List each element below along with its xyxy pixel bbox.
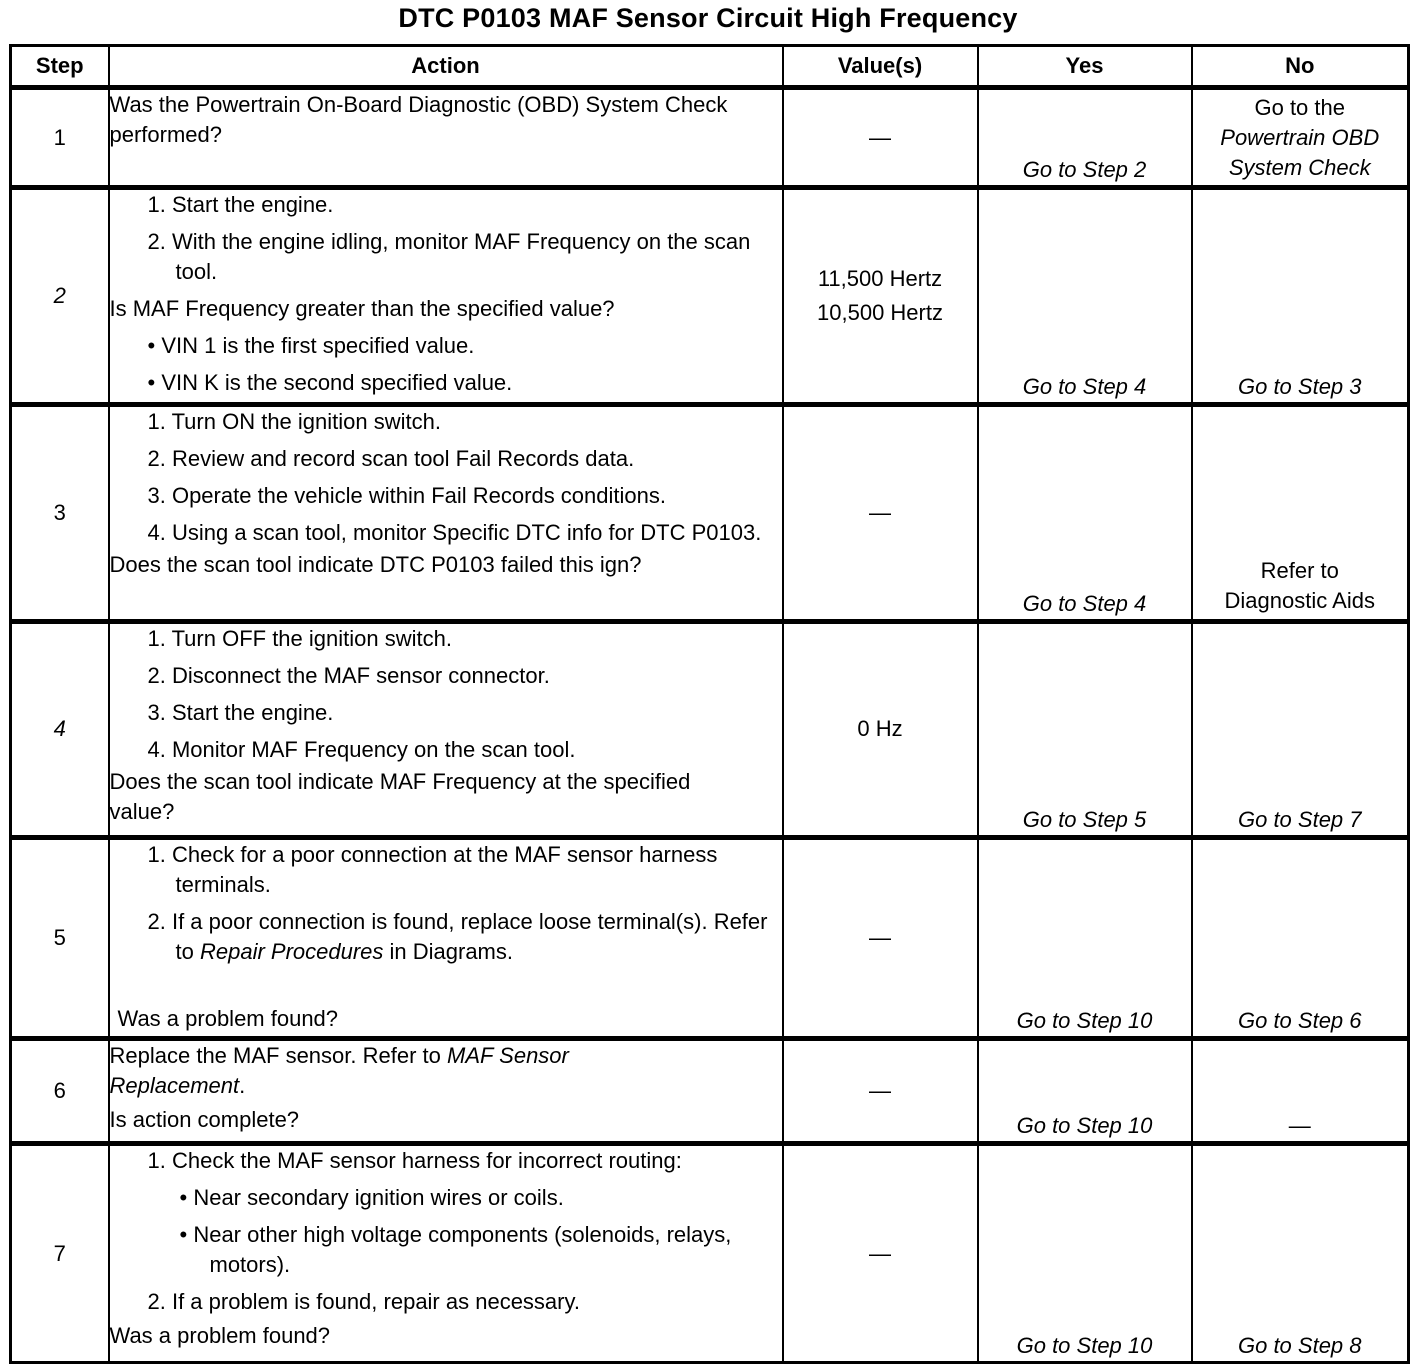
action-item-text: in Diagrams.	[383, 939, 513, 965]
action-item: 1. Check for a poor connection at the MAF sensor harness terminals.	[147, 842, 718, 898]
action-bullet: • VIN 1 is the first specified value.	[147, 333, 475, 359]
action-cell	[109, 404, 783, 621]
yes-cell: Go to Step 5	[978, 621, 1192, 838]
col-header-step: Step	[11, 46, 109, 88]
no-cell: Go to Step 3	[1192, 188, 1409, 405]
action-bullet: • Near secondary ignition wires or coils.	[179, 1185, 564, 1211]
action-cell	[109, 621, 783, 838]
col-header-values: Value(s)	[783, 46, 978, 88]
action-question: Was a problem found?	[117, 1005, 339, 1031]
table-row	[11, 838, 1409, 1039]
action-cell	[109, 838, 783, 1039]
action-text-part: Replace the MAF sensor. Refer to	[109, 1042, 447, 1068]
action-question: Does the scan tool indicate MAF Frequency at the specified value?	[109, 768, 691, 824]
yes-cell: Go to Step 2	[978, 88, 1192, 188]
action-item-text: 2. If a poor connection is found, replace loose terminal(s). Refer to	[147, 909, 768, 965]
no-cell: Go to Step 6	[1192, 838, 1409, 1039]
action-text-part: .	[239, 1072, 246, 1098]
value-cell: —	[783, 88, 978, 188]
action-item: 3. Operate the vehicle within Fail Records conditions.	[147, 482, 666, 508]
no-prefix: Go to the	[1254, 95, 1345, 120]
table-row	[11, 188, 1409, 405]
action-cell	[109, 1038, 783, 1143]
action-item: 2. With the engine idling, monitor MAF Frequency on the scan tool.	[147, 229, 751, 285]
action-question: Is MAF Frequency greater than the specified value?	[109, 296, 615, 322]
action-item: 2. If a problem is found, repair as necessary.	[147, 1289, 580, 1315]
yes-cell: Go to Step 4	[978, 404, 1192, 621]
action-item: 4. Monitor MAF Frequency on the scan tool.	[147, 736, 576, 762]
no-link-obd-check[interactable]: Powertrain OBD System Check	[1220, 125, 1380, 180]
action-item: 1. Turn ON the ignition switch.	[147, 408, 441, 434]
page-title: DTC P0103 MAF Sensor Circuit High Frequency	[398, 3, 1018, 33]
no-cell: Go to Step 8	[1192, 1144, 1409, 1363]
action-bullet: • VIN K is the second specified value.	[147, 370, 513, 396]
col-header-action: Action	[109, 46, 783, 88]
action-item: 2. Review and record scan tool Fail Records data.	[147, 445, 635, 471]
action-bullet: • Near other high voltage components (solenoids, relays, motors).	[179, 1222, 732, 1278]
step-number: 3	[11, 404, 109, 621]
yes-cell: Go to Step 10	[978, 838, 1192, 1039]
value-cell	[783, 188, 978, 405]
step-number: 5	[11, 838, 109, 1039]
action-item	[148, 907, 782, 967]
value-cell: —	[783, 838, 978, 1039]
step-number: 6	[11, 1038, 109, 1143]
step-number: 7	[11, 1144, 109, 1363]
action-item: 3. Start the engine.	[147, 699, 334, 725]
table-row	[11, 404, 1409, 621]
table-row	[11, 621, 1409, 838]
diagnostic-table	[9, 44, 1410, 1364]
header-row	[11, 46, 1409, 88]
no-cell: —	[1192, 1038, 1409, 1143]
table-row	[11, 1144, 1409, 1363]
table-row	[11, 88, 1409, 188]
action-cell	[109, 1144, 783, 1363]
value-cell: 0 Hz	[783, 621, 978, 838]
yes-cell: Go to Step 4	[978, 188, 1192, 405]
yes-cell: Go to Step 10	[978, 1144, 1192, 1363]
no-cell: Go to Step 7	[1192, 621, 1409, 838]
table-row	[11, 1038, 1409, 1143]
repair-procedures-link[interactable]: Repair Procedures	[199, 939, 384, 965]
action-item: 1. Check the MAF sensor harness for incorrect routing:	[147, 1148, 682, 1174]
action-cell	[109, 188, 783, 405]
col-header-yes: Yes	[978, 46, 1192, 88]
value-item: 10,500 Hertz	[817, 300, 943, 326]
action-cell	[109, 88, 783, 188]
action-item: 4. Using a scan tool, monitor Specific DTC info for DTC P0103.	[147, 519, 762, 545]
maf-replacement-link[interactable]: MAF Sensor Replacement	[109, 1042, 569, 1098]
action-question: Is action complete?	[109, 1106, 300, 1132]
action-question: Was a problem found?	[109, 1323, 331, 1349]
step-number: 1	[11, 88, 109, 188]
action-item: 1. Start the engine.	[147, 192, 334, 218]
action-item: 2. Disconnect the MAF sensor connector.	[147, 662, 550, 688]
no-cell: Refer to Diagnostic Aids	[1192, 404, 1409, 621]
action-question: Was the Powertrain On-Board Diagnostic (OBD) System Check performed?	[109, 92, 728, 147]
step-number: 2	[11, 188, 109, 405]
value-item: 11,500 Hertz	[817, 266, 943, 292]
value-cell: —	[783, 1038, 978, 1143]
step-number: 4	[11, 621, 109, 838]
action-question: Does the scan tool indicate DTC P0103 failed this ign?	[109, 551, 642, 577]
yes-cell: Go to Step 10	[978, 1038, 1192, 1143]
value-cell: —	[783, 1144, 978, 1363]
value-cell: —	[783, 404, 978, 621]
no-cell	[1192, 88, 1409, 188]
action-item: 1. Turn OFF the ignition switch.	[147, 625, 452, 651]
action-text	[110, 1041, 782, 1101]
col-header-no: No	[1192, 46, 1409, 88]
